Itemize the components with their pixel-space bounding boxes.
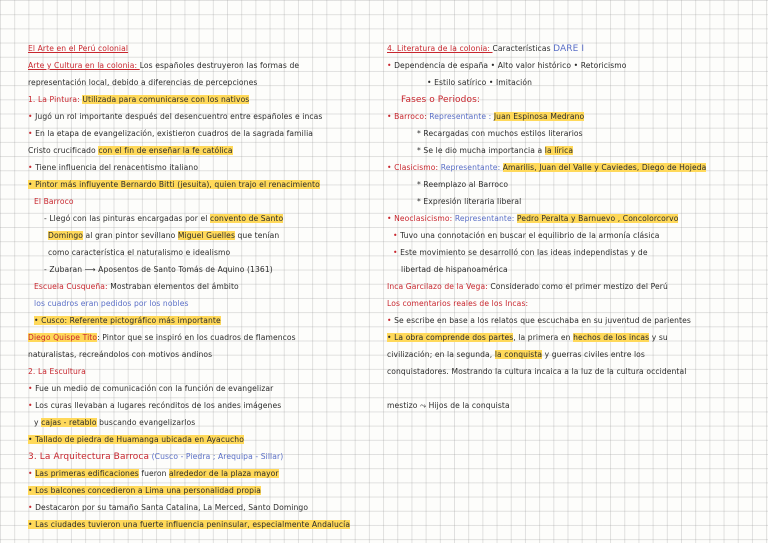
note-text: naturalistas, recreándolos con motivos andinos [28, 350, 213, 359]
right-note-line [401, 264, 508, 275]
right-note-line [387, 366, 686, 377]
left-note-line [28, 468, 279, 479]
note-text: civilización; en la segunda, [387, 350, 495, 359]
right-note-line [393, 247, 648, 258]
note-text: Cristo crucificado [28, 146, 99, 155]
left-note-line [28, 383, 273, 394]
left-note-line [28, 519, 350, 530]
right-note-line [417, 145, 573, 156]
left-note-line [28, 111, 322, 122]
left-note-line [28, 400, 281, 411]
note-text: Representante: [454, 214, 517, 223]
right-note-line [387, 281, 668, 292]
note-text: - Llegó con las pinturas encargadas por el [44, 214, 211, 223]
note-text: • Las ciudades tuvieron una fuerte influencia peninsular, especialmente Andalucía [28, 520, 351, 529]
left-note-line [28, 451, 283, 462]
note-text: - Zubaran ⟶ Aposentos de Santo Tomás de Aquino (1361) [44, 265, 273, 274]
note-text: la conquista [494, 350, 543, 359]
note-text: buscando evangelizarlos [96, 418, 196, 427]
note-text: Representante : [429, 112, 494, 121]
note-text: • [28, 469, 36, 478]
note-text: cajas - retablo [41, 418, 97, 427]
note-text: • [387, 61, 395, 70]
right-note-line [387, 162, 706, 173]
right-note-line [387, 111, 584, 122]
note-text: Tiene influencia del renacentismo italiano [35, 163, 199, 172]
note-text: Los comentarios reales de los Incas: [387, 299, 529, 308]
note-text: Se escribe en base a los relatos que escuchaba en su juventud de parientes [394, 316, 691, 325]
left-note-line [28, 145, 233, 156]
left-note-line [34, 196, 74, 207]
note-text: • Cusco: [34, 316, 70, 325]
note-text: Miguel Guelles [177, 231, 235, 240]
left-note-line [28, 485, 261, 496]
note-text: • [387, 316, 395, 325]
note-text: • [28, 163, 36, 172]
right-note-line [387, 400, 510, 411]
note-text: • [28, 384, 36, 393]
note-text: Utilizada para comunicarse con los nativos [82, 95, 250, 104]
note-text: • [28, 112, 36, 121]
note-text: representación local, debido a diferencias de percepciones [28, 78, 258, 87]
note-text: • Pintor más influyente Bernardo Bitti (jesuita), quien trajo el renacimiento [28, 180, 320, 189]
left-note-line [28, 366, 86, 377]
note-text: libertad de hispanoamérica [401, 265, 508, 274]
note-text: En la etapa de evangelización, existieron cuadros de la sagrada familia [35, 129, 314, 138]
note-text: Arte y Cultura en la colonia: [28, 61, 140, 70]
right-note-line [393, 230, 660, 241]
note-text: mestizo ⤳ Hijos de la conquista [387, 401, 510, 410]
note-text: fueron [138, 469, 170, 478]
note-text: Escuela Cusqueña: [34, 282, 111, 291]
note-text: Los españoles destruyeron las formas de [139, 61, 300, 70]
note-text: Referente pictográfico más importante [69, 316, 221, 325]
note-text: Tuvo una connotación en buscar el equilibrio de la armonía clásica [400, 231, 660, 240]
right-note-line [417, 179, 508, 190]
note-text: Pedro Peralta y Barnuevo , Concolorcorvo [516, 214, 679, 223]
note-text: • [28, 129, 36, 138]
note-text: convento de Santo [210, 214, 284, 223]
note-text: Domingo [48, 231, 83, 240]
right-note-line [387, 349, 645, 360]
note-text: 4. Literatura de la colonia: [387, 44, 493, 53]
left-note-line [48, 230, 279, 241]
note-text: 3. La Arquitectura Barroca [28, 452, 150, 462]
note-text: hechos de los incas [573, 333, 650, 342]
note-text: conquistadores. Mostrando la cultura incaica a la luz de la cultura occidental [387, 367, 687, 376]
left-note-line [48, 247, 230, 258]
note-text: • [393, 248, 401, 257]
left-note-line [34, 417, 195, 428]
right-note-line [417, 196, 521, 207]
note-text: Este movimiento se desarrolló con las ideas independistas y de [400, 248, 648, 257]
right-note-line [387, 60, 627, 71]
note-text: la lírica [544, 146, 574, 155]
left-note-line [34, 315, 221, 326]
note-text: Dependencia de españa • Alto valor histórico • Retoricismo [394, 61, 627, 70]
right-note-line [387, 315, 691, 326]
note-text: • Los balcones concedieron a Lima una personalidad propia [28, 486, 262, 495]
note-text: los cuadros eran pedidos por los nobles [34, 299, 189, 308]
right-note-line [427, 77, 532, 88]
left-note-line [34, 281, 239, 292]
note-text: • Tallado de piedra de Huamanga ubicada en Ayacucho [28, 435, 244, 444]
note-text: Características [492, 44, 554, 53]
note-text: DARE I [553, 44, 585, 54]
note-text: • La obra comprende dos partes [387, 333, 514, 342]
note-text: Considerado como el primer mestizo del Perú [490, 282, 668, 291]
right-note-line [387, 298, 528, 309]
note-text: Inca Garcilazo de la Vega: [387, 282, 491, 291]
right-note-line [387, 213, 678, 224]
note-text: • Estilo satírico • Imitación [427, 78, 532, 87]
left-note-line [28, 162, 198, 173]
note-text: Amarilis, Juan del Valle y Caviedes, Diego de Hojeda [502, 163, 707, 172]
note-text: , la primera en [513, 333, 574, 342]
note-text: Diego Quispe Tito [28, 333, 98, 342]
left-note-line [28, 60, 299, 71]
note-text: Juan Espinosa Medrano [493, 112, 585, 121]
left-note-line [28, 332, 296, 343]
right-note-line [387, 332, 668, 343]
note-text: • Barroco: [387, 112, 430, 121]
note-text: Destacaron por su tamaño Santa Catalina, La Merced, Santo Domingo [35, 503, 309, 512]
note-text: al gran pintor sevillano [82, 231, 178, 240]
note-text: y [34, 418, 42, 427]
note-text: 1. La Pintura: [28, 95, 83, 104]
left-note-line [28, 434, 244, 445]
note-text: El Arte en el Perú colonial [28, 44, 129, 53]
note-text: alrededor de la plaza mayor [169, 469, 279, 478]
note-text: Jugó un rol importante después del desencuentro entre españoles e incas [35, 112, 323, 121]
left-note-line [34, 298, 189, 309]
left-note-line [28, 179, 320, 190]
left-note-line [28, 128, 313, 139]
note-text: • [393, 231, 401, 240]
left-note-line [28, 94, 249, 105]
left-note-line [28, 77, 257, 88]
note-text: • [28, 503, 36, 512]
note-text: Fue un medio de comunicación con la función de evangelizar [35, 384, 274, 393]
note-text: 2. La Escultura [28, 367, 86, 376]
note-text: y su [649, 333, 668, 342]
left-note-line [44, 264, 273, 275]
left-note-line [44, 213, 283, 224]
note-text: Representante: [440, 163, 503, 172]
note-text: Fases o Periodos: [401, 95, 480, 105]
note-text: * Recargadas con muchos estilos literarios [417, 129, 583, 138]
note-text: * Se le dio mucha importancia a [417, 146, 545, 155]
left-note-line [28, 502, 308, 513]
note-text: : Pintor que se inspiró en los cuadros de flamencos [97, 333, 296, 342]
left-note-line [28, 349, 212, 360]
note-text: * Expresión literaria liberal [417, 197, 522, 206]
note-text: Las primeras edificaciones [35, 469, 139, 478]
note-text: y guerras civiles entre los [542, 350, 645, 359]
note-text: (Cusco - Piedra ; Arequipa - Sillar) [149, 452, 284, 461]
note-text: Mostraban elementos del ámbito [110, 282, 239, 291]
note-text: * Reemplazo al Barroco [417, 180, 509, 189]
note-text: con el fin de enseñar la fe católica [98, 146, 233, 155]
right-note-line [387, 43, 584, 54]
right-note-line [417, 128, 583, 139]
note-text: • Clasicismo: [387, 163, 441, 172]
note-text: que tenían [235, 231, 280, 240]
note-text: como característica el naturalismo e idealismo [48, 248, 231, 257]
note-text: • Neoclasicismo: [387, 214, 455, 223]
left-note-line [28, 43, 128, 54]
right-note-line [401, 94, 480, 105]
note-text: El Barroco [34, 197, 74, 206]
note-text: Los curas llevaban a lugares recónditos de los andes imágenes [35, 401, 282, 410]
note-text: • [28, 401, 36, 410]
